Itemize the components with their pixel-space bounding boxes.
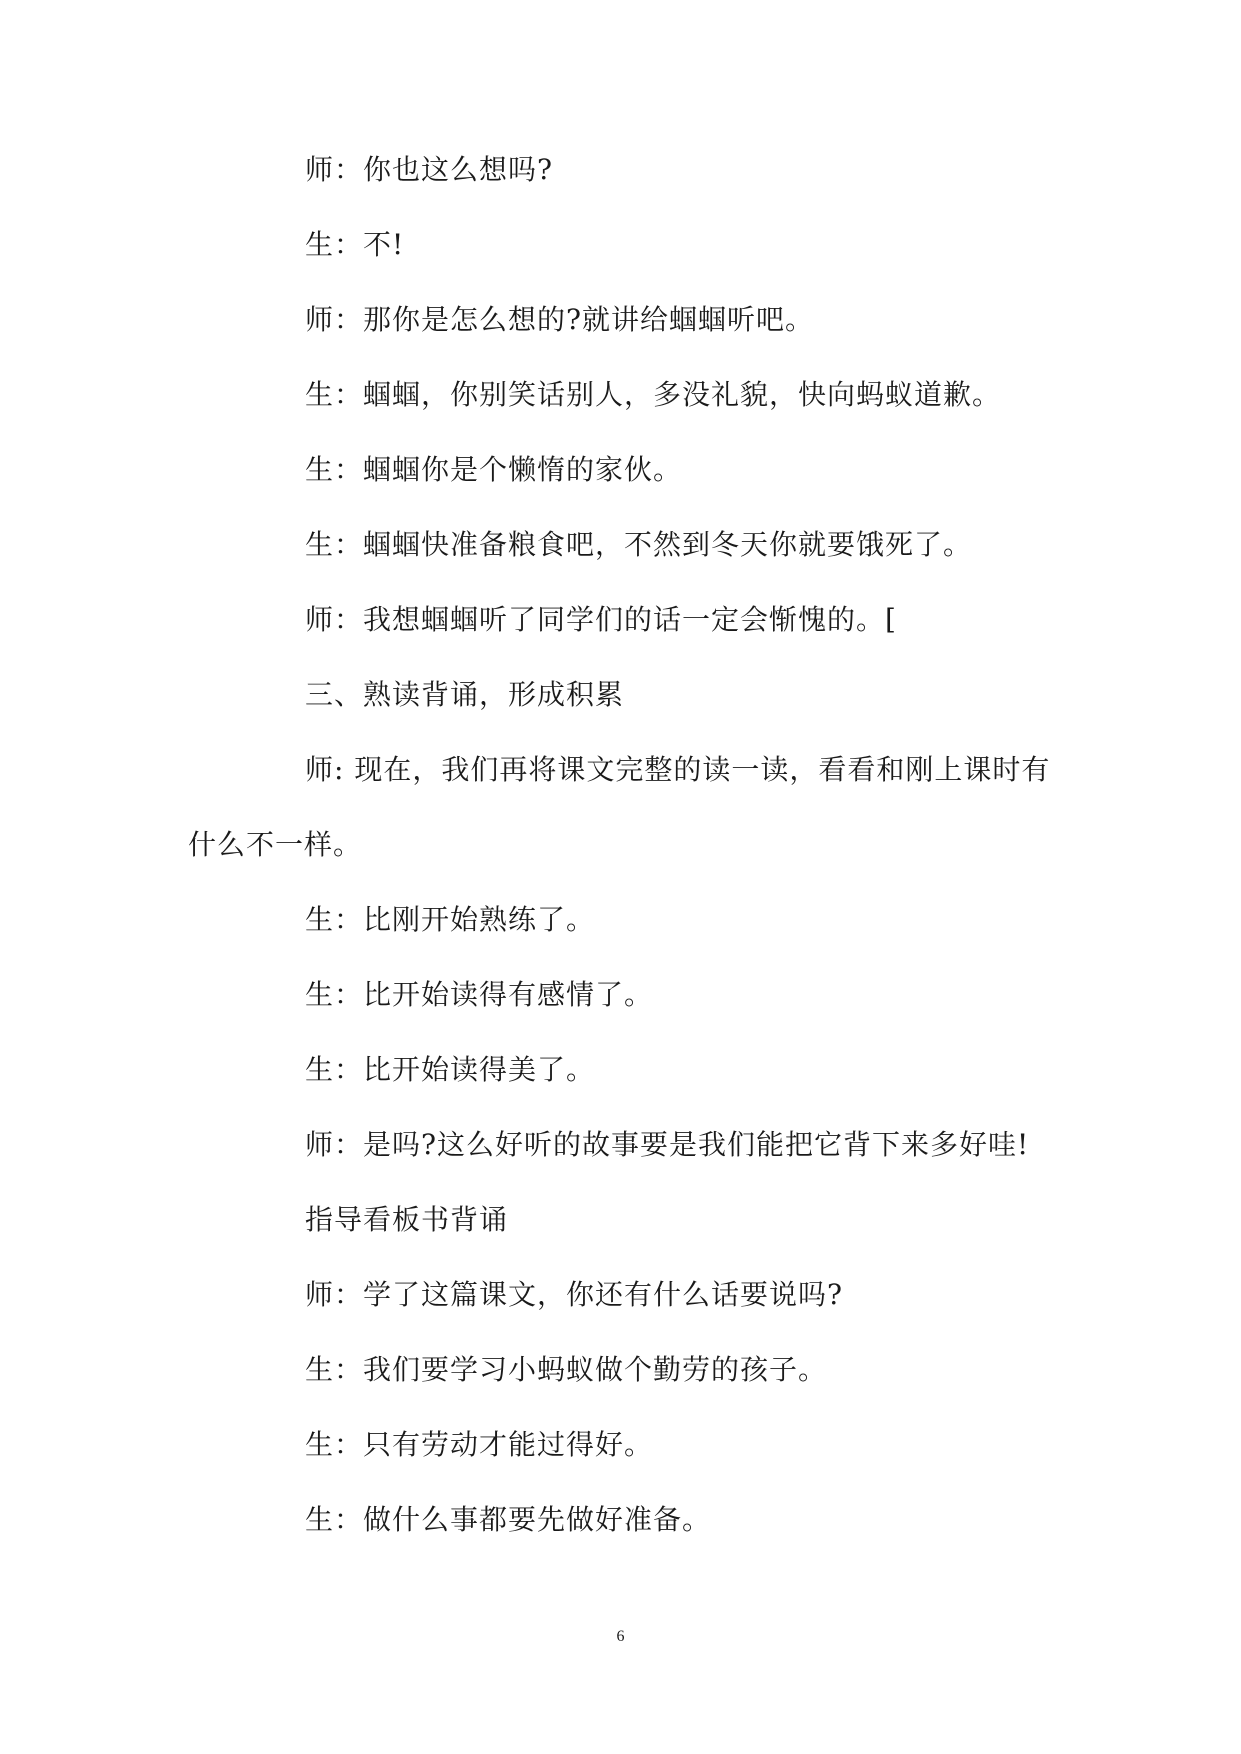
paragraph-line: 生：不! xyxy=(305,228,405,261)
paragraph-line: 生：比开始读得有感情了。 xyxy=(305,978,654,1011)
paragraph-line-continuation: 什么不一样。 xyxy=(188,828,363,861)
paragraph-line: 生：做什么事都要先做好准备。 xyxy=(305,1503,712,1536)
paragraph-line: 生：蝈蝈快准备粮食吧，不然到冬天你就要饿死了。 xyxy=(305,528,973,561)
paragraph-line: 师：我想蝈蝈听了同学们的话一定会惭愧的。[ xyxy=(305,603,897,636)
paragraph-line: 师：是吗?这么好听的故事要是我们能把它背下来多好哇! xyxy=(305,1128,1030,1161)
paragraph-line: 生：比开始读得美了。 xyxy=(305,1053,596,1086)
paragraph-line: 师：学了这篇课文，你还有什么话要说吗? xyxy=(305,1278,844,1311)
page-number: 6 xyxy=(616,1628,625,1645)
paragraph-line: 指导看板书背诵 xyxy=(305,1203,509,1236)
paragraph-line: 生：比刚开始熟练了。 xyxy=(305,903,596,936)
paragraph-line: 师: 现在，我们再将课文完整的读一读，看看和刚上课时有 xyxy=(305,753,1051,786)
paragraph-line: 生：只有劳动才能过得好。 xyxy=(305,1428,654,1461)
section-heading: 三、熟读背诵，形成积累 xyxy=(305,678,625,711)
paragraph-line: 生：蝈蝈，你别笑话别人，多没礼貌，快向蚂蚁道歉。 xyxy=(305,378,1002,411)
paragraph-line: 生：我们要学习小蚂蚁做个勤劳的孩子。 xyxy=(305,1353,828,1386)
paragraph-line: 师：你也这么想吗? xyxy=(305,153,554,186)
paragraph-line: 师：那你是怎么想的?就讲给蝈蝈听吧。 xyxy=(305,303,815,336)
paragraph-line: 生：蝈蝈你是个懒惰的家伙。 xyxy=(305,453,683,486)
